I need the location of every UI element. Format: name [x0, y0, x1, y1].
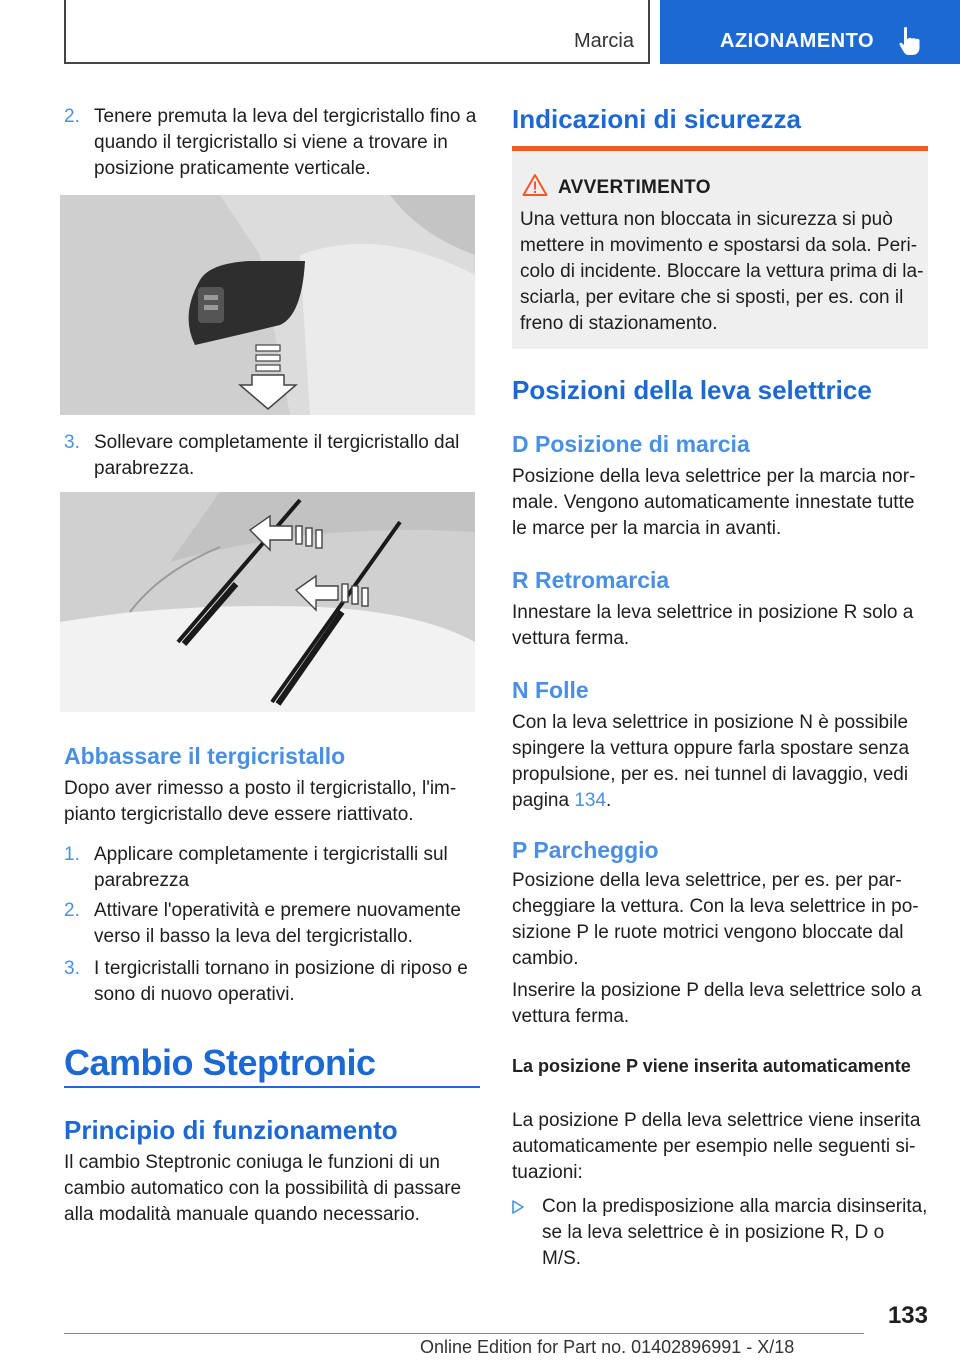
n-text-end: . [606, 790, 612, 811]
list-item [512, 1194, 928, 1272]
bullet-text: Con la predisposizione alla marcia disinserita, se la leva selettrice è in posizione R, D o M/S. [542, 1196, 928, 1269]
auto-text: La posizione P della leva selettrice viene inserita automaticamente per esempio nelle seguenti situazioni: [512, 1110, 921, 1183]
wiper-arms-photo [60, 492, 475, 712]
step-number: 2. [64, 106, 80, 127]
wiper-arms-illustration [60, 492, 475, 712]
chapter-title-cambio: Cambio Steptronic [64, 1042, 376, 1083]
list-item [64, 956, 478, 1008]
step-text: I tergicristalli tornano in posizione di riposo e sono di nuovo operativi. [94, 958, 468, 1005]
step-number: 2. [64, 900, 80, 921]
warning-box [512, 146, 928, 349]
hand-pointer-icon [898, 26, 924, 56]
r-text: Innestare la leva selettrice in posizione R solo a vettura ferma. [512, 602, 914, 649]
step-number: 3. [64, 958, 80, 979]
wiper-lever-illustration [60, 195, 475, 415]
subsection-title-p: P Parcheggio [512, 837, 659, 863]
warning-label: AVVERTIMENTO [558, 177, 711, 198]
abbassare-intro: Dopo aver rimesso a posto il tergicristallo, l'impianto tergicristallo deve essere riattivato. [64, 778, 457, 825]
list-item [64, 842, 478, 894]
step-text: Tenere premuta la leva del tergicristallo fino a quando il tergicristallo si viene a trovare in posizione praticamente verticale. [94, 106, 477, 179]
footer-edition: Online Edition for Part no. 01402896991 - X/18 [420, 1337, 795, 1357]
step-text: Attivare l'operatività e premere nuovamente verso il basso la leva del tergicristallo. [94, 900, 461, 947]
subsection-title-d: D Posizione di marcia [512, 431, 750, 457]
page-link[interactable]: 134 [574, 790, 607, 811]
section-title-posizioni: Posizioni della leva selettrice [512, 375, 872, 405]
title-underline [64, 1086, 480, 1088]
subsection-title-r: R Retromarcia [512, 567, 670, 593]
step-2 [64, 104, 478, 182]
section-title-abbassare: Abbassare il tergicristallo [64, 743, 346, 769]
page-number: 133 [887, 1302, 928, 1329]
warning-text: Una vettura non bloccata in sicurezza si può mettere in movimento e spostarsi da sola. Pericolo di incidente. Bloccare la vettura prima di lasciarla, per evitare che si sposti, per es. con il freno di stazionamento. [520, 209, 924, 334]
step-3 [64, 430, 478, 482]
step-number: 1. [64, 844, 80, 865]
section-title-sicurezza: Indicazioni di sicurezza [512, 104, 801, 134]
list-item [64, 898, 478, 950]
n-text [512, 710, 928, 814]
principio-text: Il cambio Steptronic coniuga le funzioni di un cambio automatico con la possibilità di passare alla modalità manuale quando necessario. [64, 1152, 462, 1225]
header-chapter-label: AZIONAMENTO [720, 30, 875, 52]
header-section-box [64, 0, 650, 64]
bullet-triangle-icon [512, 1200, 524, 1214]
wiper-lever-photo [60, 195, 475, 415]
step-text: Sollevare completamente il tergicristallo dal parabrezza. [94, 432, 460, 479]
subsection-title-auto: La posizione P viene inserita automaticamente [512, 1056, 911, 1076]
header-chapter-tab[interactable] [660, 0, 960, 64]
n-text-body: Con la leva selettrice in posizione N è possibile spingere la vettura oppure farla spostare senza propulsione, per es. nei tunnel di lavaggio, vedi pagina [512, 712, 910, 811]
section-title-principio: Principio di funzionamento [64, 1115, 398, 1145]
p-text-2: Inserire la posizione P della leva selettrice solo a vettura ferma. [512, 980, 922, 1027]
subsection-title-n: N Folle [512, 677, 589, 703]
warning-triangle-icon [522, 173, 548, 197]
step-number: 3. [64, 432, 80, 453]
d-text: Posizione della leva selettrice per la marcia normale. Vengono automaticamente innestate tutte le marce per la marcia in avanti. [512, 466, 916, 539]
step-text: Applicare completamente i tergicristalli sul parabrezza [94, 844, 448, 891]
p-text-1: Posizione della leva selettrice, per es. per parcheggiare la vettura. Con la leva selettrice in posizione P le ruote motrici vengono bloccate dal cambio. [512, 870, 919, 969]
header-section-title: Marcia [573, 30, 634, 52]
footer-divider [64, 1333, 864, 1334]
